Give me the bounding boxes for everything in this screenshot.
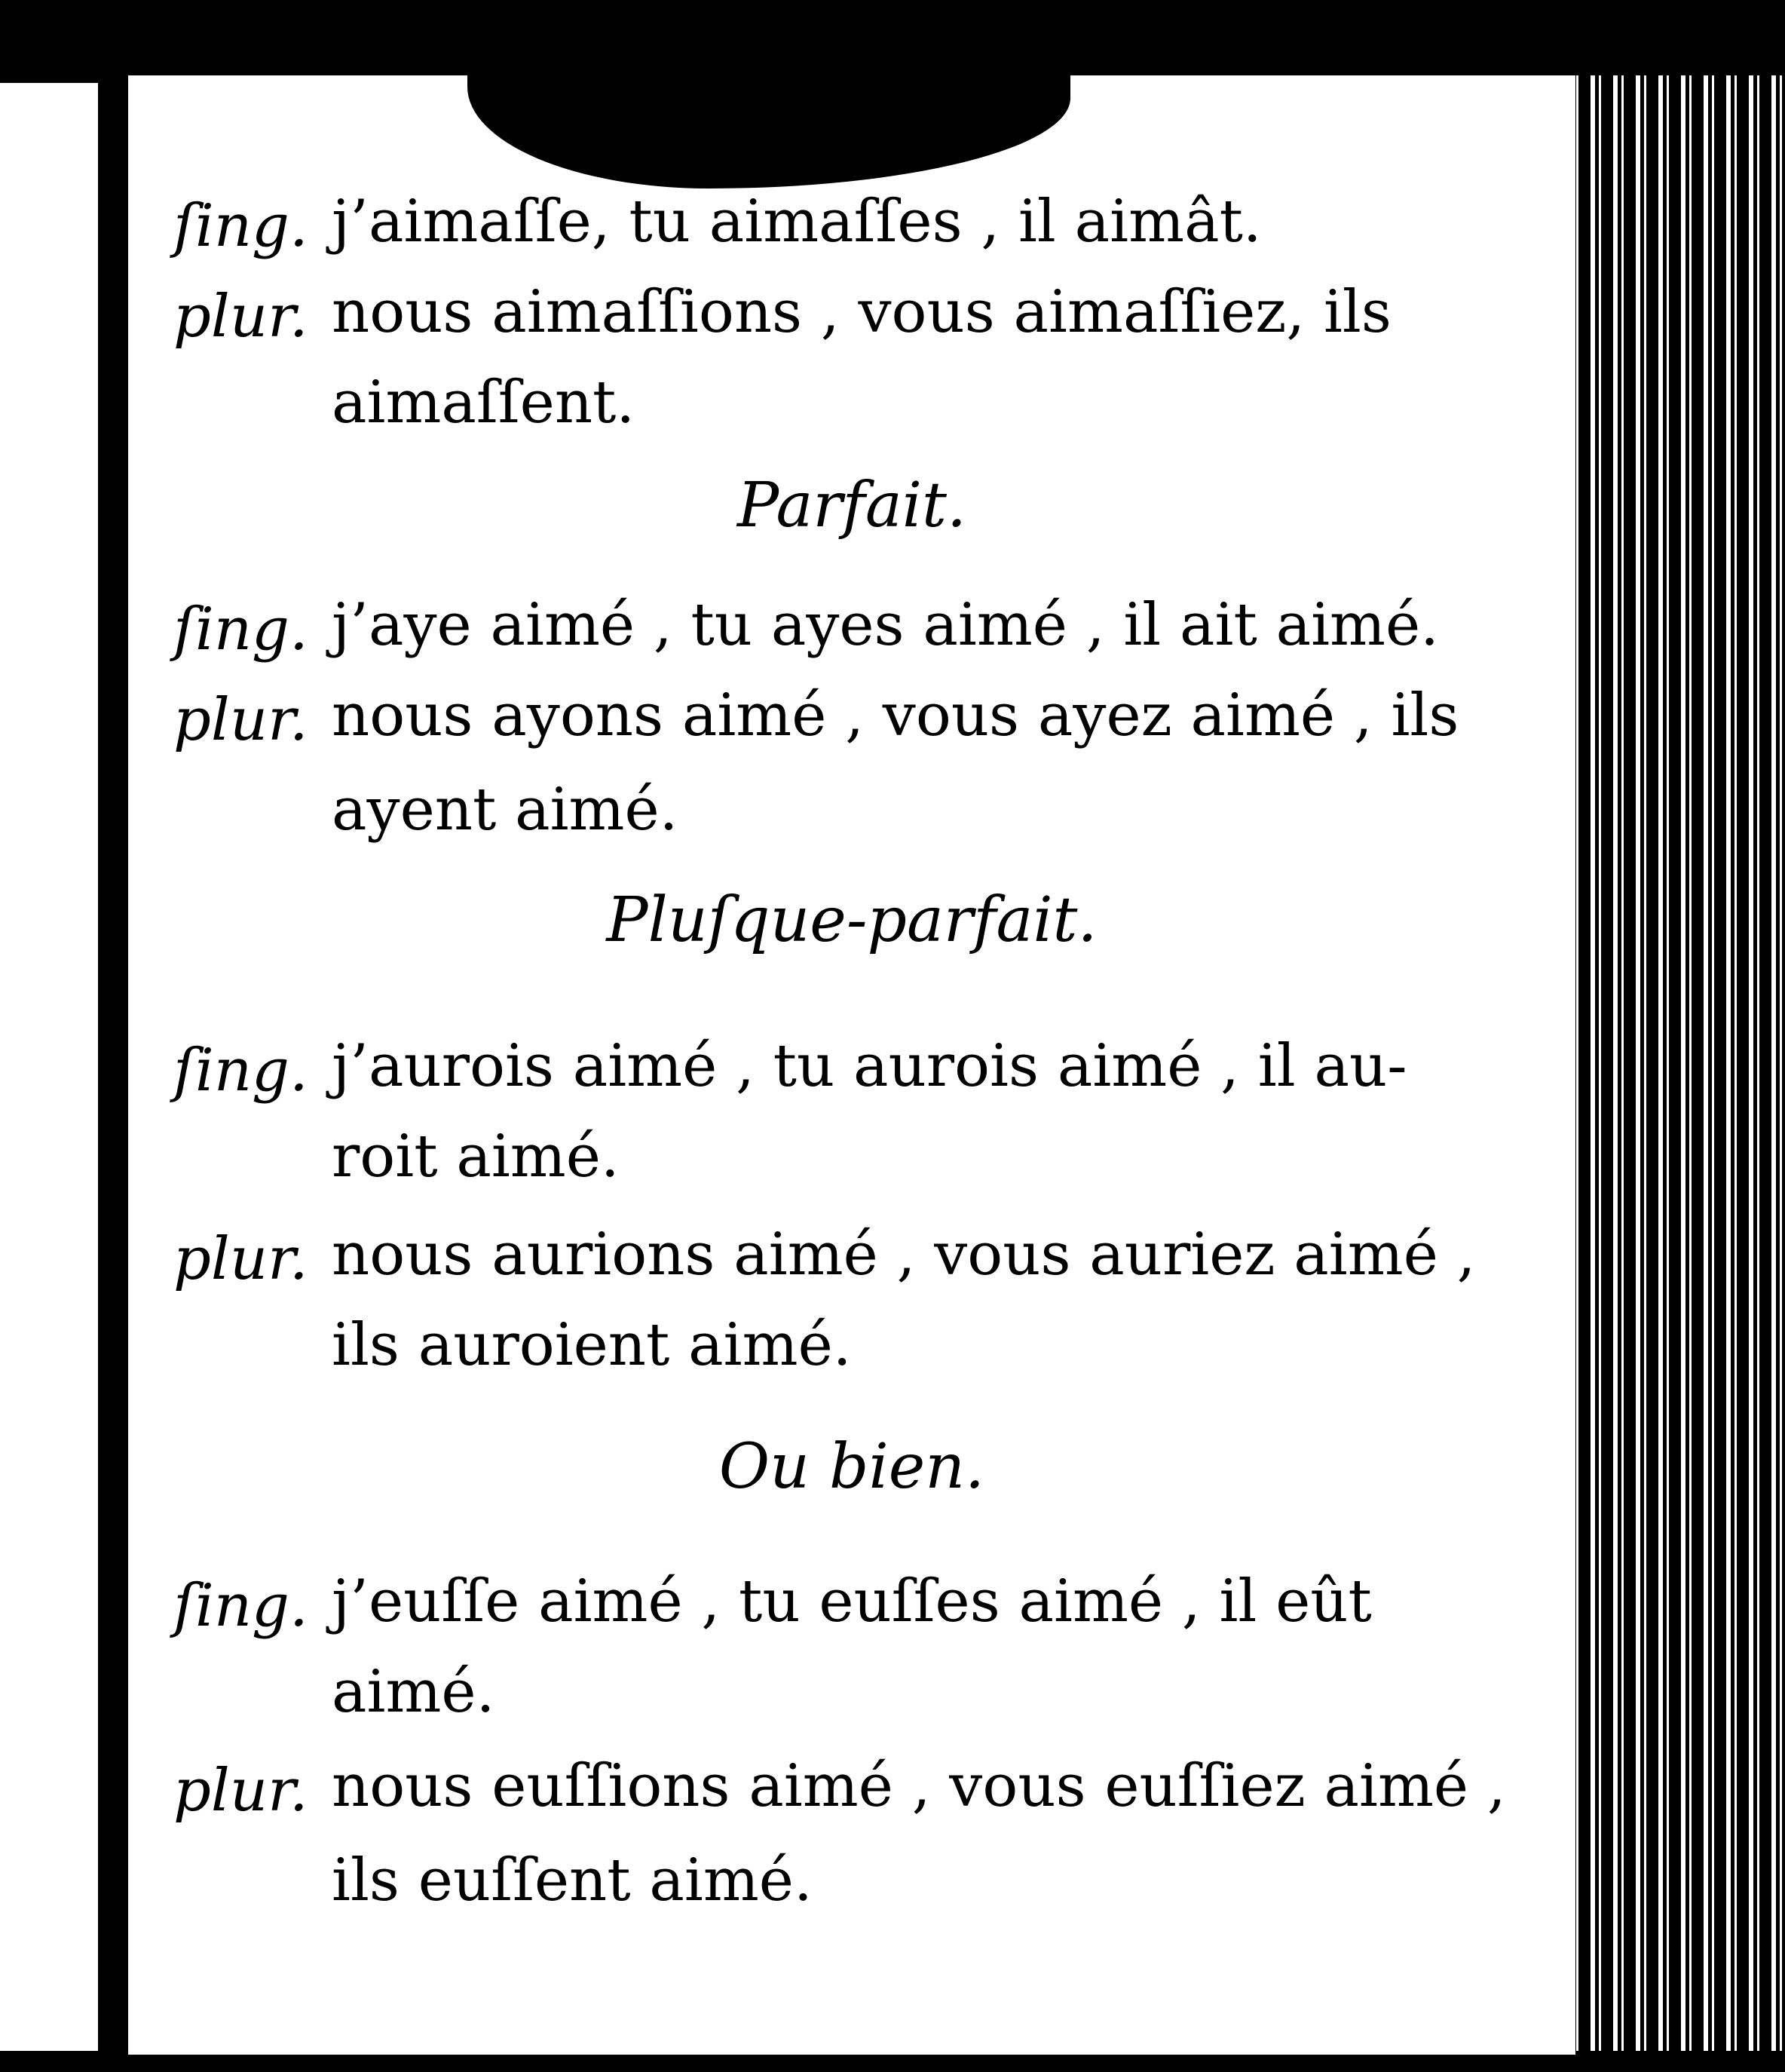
text-line: nous ayons aimé , vous ayez aimé , ils <box>332 682 1459 749</box>
text-line: j’aye aimé , tu ayes aimé , il ait aimé. <box>332 591 1439 659</box>
abbr-plur: plur. <box>173 283 308 351</box>
abbr-plur: plur. <box>173 686 308 754</box>
text-line: ayent aimé. <box>332 776 678 844</box>
torn-paper-area <box>467 75 1070 189</box>
section-heading: Ou bien. <box>718 1431 985 1503</box>
text-line: j’aurois aimé , tu aurois aimé , il au- <box>332 1032 1407 1100</box>
section-heading: Parfait. <box>736 470 967 541</box>
text-line: ils auroient aimé. <box>332 1311 852 1379</box>
text-line: aimaſſent. <box>332 369 635 437</box>
abbr-sing: ſing. <box>173 192 308 260</box>
abbr-plur: plur. <box>173 1757 308 1825</box>
text-line: nous euſſions aimé , vous euſſiez aimé , <box>332 1752 1506 1820</box>
abbr-sing: ſing. <box>173 596 308 664</box>
text-line: aimé. <box>332 1658 495 1726</box>
abbr-sing: ſing. <box>173 1037 308 1105</box>
text-line: ils euſſent aimé. <box>332 1847 813 1914</box>
book-page-edges <box>1568 75 1785 2051</box>
book-page <box>128 75 1575 2055</box>
text-line: roit aimé. <box>332 1123 620 1191</box>
text-line: j’euſſe aimé , tu euſſes aimé , il eût <box>332 1568 1372 1635</box>
section-heading: Pluſque-parfait. <box>606 884 1098 956</box>
text-line: nous aimaſſions , vous aimaſſiez, ils <box>332 278 1392 346</box>
text-line: nous aurions aimé , vous auriez aimé , <box>332 1221 1476 1289</box>
left-page-margin <box>0 83 106 2051</box>
abbr-sing: ſing. <box>173 1572 308 1640</box>
text-line: j’aimaſſe, tu aimaſſes , il aimât. <box>332 188 1262 256</box>
abbr-plur: plur. <box>173 1225 308 1293</box>
